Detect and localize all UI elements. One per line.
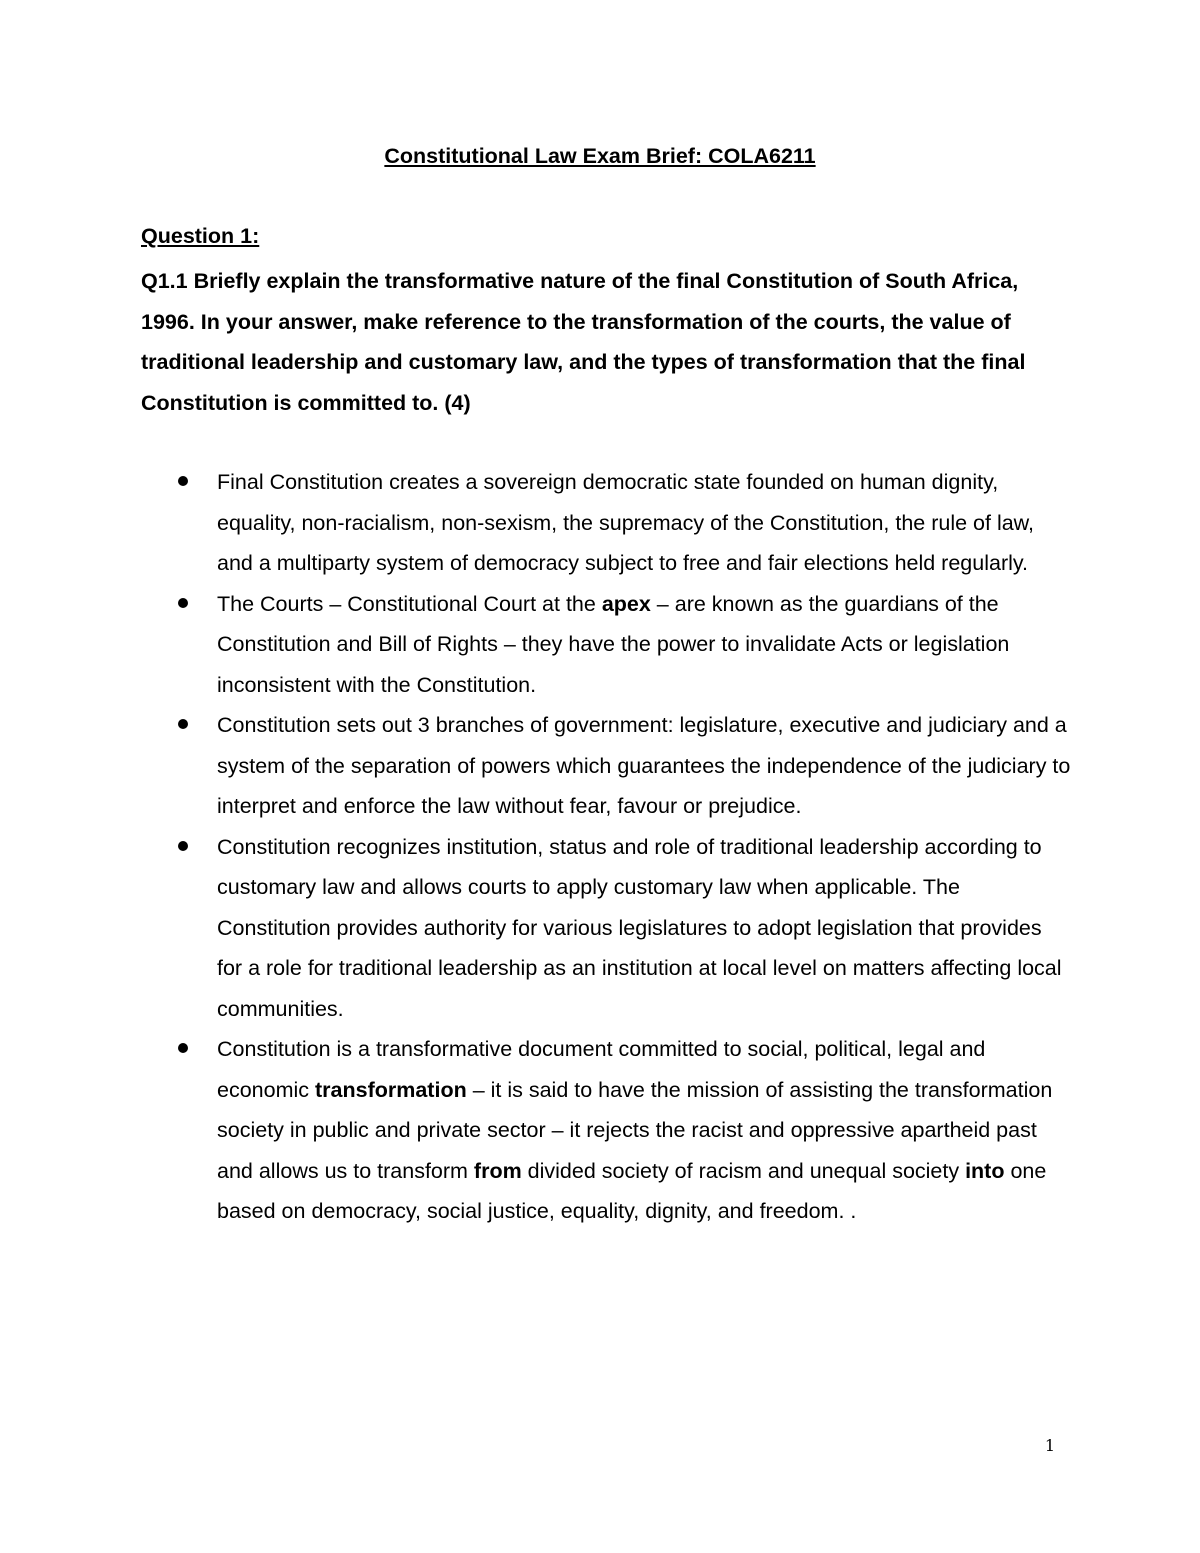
bullet-text — [217, 835, 1062, 1021]
bullet-text — [217, 470, 1034, 575]
list-item — [141, 827, 1071, 1030]
bullet-text-part: divided society of racism and unequal society — [521, 1158, 966, 1183]
bullet-text — [217, 592, 1009, 697]
page-number: 1 — [1044, 1436, 1056, 1455]
question-heading: Question 1: — [141, 224, 260, 248]
bullet-text-part: – it is said to have the mission of assisting the transformation society in public and private sector – it rejects the racist and oppressive apartheid past and allows us to transform — [217, 1077, 1053, 1183]
bullet-text-part: – are known as the guardians of the Constitution and Bill of Rights – they have the power to invalidate Acts or legislation inconsistent with the Constitution. — [217, 591, 1010, 697]
bullet-text-part: Constitution recognizes institution, status and role of traditional leadership according to customary law and allows courts to apply customary law when applicable. The Constitution provides authority for various legislatures to adopt legislation that provides for a role for traditional leadership as an institution at local level on matters affecting local communities. — [217, 834, 1062, 1021]
answer-bullet-list — [141, 462, 1071, 1232]
document-title: Constitutional Law Exam Brief: COLA6211 — [384, 144, 816, 168]
bullet-text — [217, 713, 1070, 818]
bold-term: from — [473, 1158, 522, 1183]
bullet-text — [217, 1037, 1052, 1223]
bold-term: apex — [601, 591, 651, 616]
bullet-text-part: one based on democracy, social justice, equality, dignity, and freedom. . — [217, 1158, 1047, 1223]
bullet-icon — [178, 719, 188, 729]
list-item — [141, 1029, 1071, 1232]
bullet-icon — [178, 1043, 188, 1053]
bullet-icon — [178, 598, 188, 608]
list-item — [141, 462, 1071, 584]
bold-term: into — [965, 1158, 1005, 1183]
bullet-icon — [178, 841, 188, 851]
question-text: Q1.1 Briefly explain the transformative nature of the final Constitution of South Africa, 1996. In your answer, make reference to the transformation of the courts, the value of traditional leadership and customary law, and the types of transformation that the final Constitution is committed to. (4) — [141, 269, 1026, 415]
list-item — [141, 705, 1071, 827]
list-item — [141, 584, 1071, 706]
bullet-text-part: The Courts – Constitutional Court at the — [217, 591, 602, 616]
bullet-text-part: Final Constitution creates a sovereign democratic state founded on human dignity, equality, non-racialism, non-sexism, the supremacy of the Constitution, the rule of law, and a multiparty system of democracy subject to free and fair elections held regularly. — [217, 470, 1034, 575]
bullet-text-part: Constitution sets out 3 branches of government: legislature, executive and judiciary and a system of the separation of powers which guarantees the independence of the judiciary to interpret and enforce the law without fear, favour or prejudice. — [217, 713, 1071, 818]
bold-term: transformation — [315, 1077, 467, 1102]
bullet-icon — [178, 476, 188, 486]
bullet-text-part: Constitution is a transformative document committed to social, political, legal and economic — [217, 1037, 986, 1102]
